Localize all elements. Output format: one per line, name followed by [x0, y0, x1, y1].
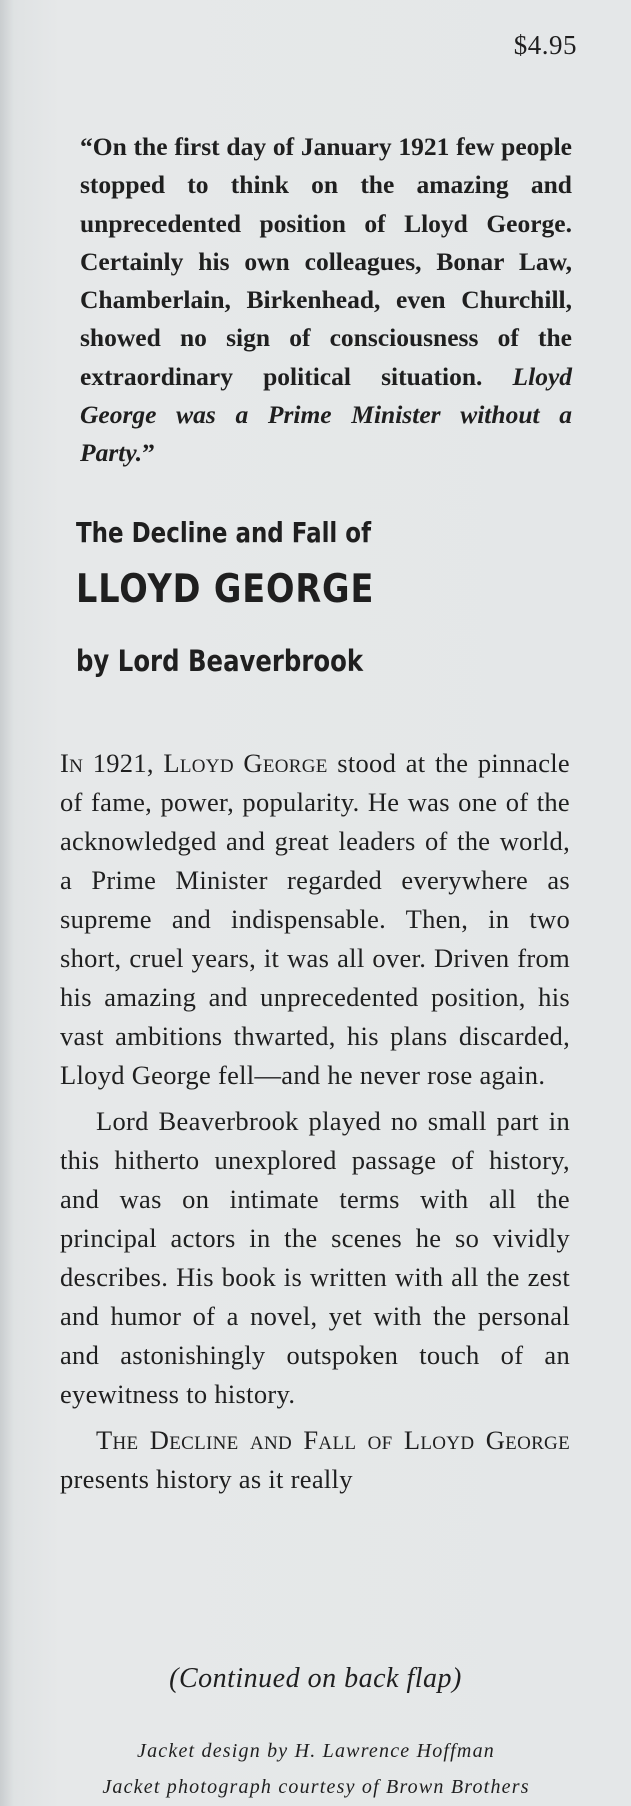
- quote-close: ”: [142, 438, 155, 468]
- title-smallcaps: The Decline and Fall of Lloyd George: [96, 1425, 570, 1455]
- blurb: [60, 744, 570, 1499]
- blurb-paragraph-2: Lord Beaverbrook played no small part in this hitherto unexplored passage of history, and was on intimate terms with all the principal actors in the scenes he so vividly describes. His book is written with all the zest and humor of a novel, yet with the personal and astonishingly outspoken touch of an eyewitness to history.: [60, 1106, 570, 1409]
- paragraph-text: stood at the pinnacle of fame, power, popularity. He was one of the acknowledged and great leaders of the world, a Prime Minister regarded everywhere as supreme and indispensable. Then, in two short, cruel years, it was all over. Driven from his amazing and unprecedented position, his vast ambitions thwarted, his plans discarded, Lloyd George fell—and he never rose again.: [60, 748, 570, 1090]
- quote-text: “On the first day of January 1921 few people stopped to think on the amazing and unprecedented position of Lloyd George. Certainly his own colleagues, Bonar Law, Chamberlain, Birkenhead, even Churchill, showed no sign of consciousness of the extraordinary political situation.: [80, 132, 572, 391]
- continued-note: (Continued on back flap): [169, 1663, 462, 1694]
- pull-quote: [80, 128, 572, 473]
- author-line: by Lord Beaverbrook: [76, 644, 364, 678]
- paragraph-text: presents history as it really: [60, 1464, 353, 1494]
- blurb-paragraph-1: [60, 744, 570, 1095]
- design-credit: Jacket design by H. Lawrence Hoffman: [137, 1740, 495, 1762]
- title-block: [76, 516, 436, 678]
- quote-emphasis: Lloyd George was a Prime Minister without a Party.: [80, 361, 573, 468]
- book-title: LLOYD GEORGE: [76, 567, 375, 612]
- blurb-paragraph-3: [60, 1421, 570, 1499]
- lead-smallcaps: In 1921, Lloyd George: [60, 748, 328, 778]
- photo-credit: Jacket photograph courtesy of Brown Brothers: [102, 1776, 530, 1798]
- credits: [56, 1733, 576, 1805]
- pre-title: The Decline and Fall of: [76, 516, 372, 549]
- price: $4.95: [513, 30, 577, 60]
